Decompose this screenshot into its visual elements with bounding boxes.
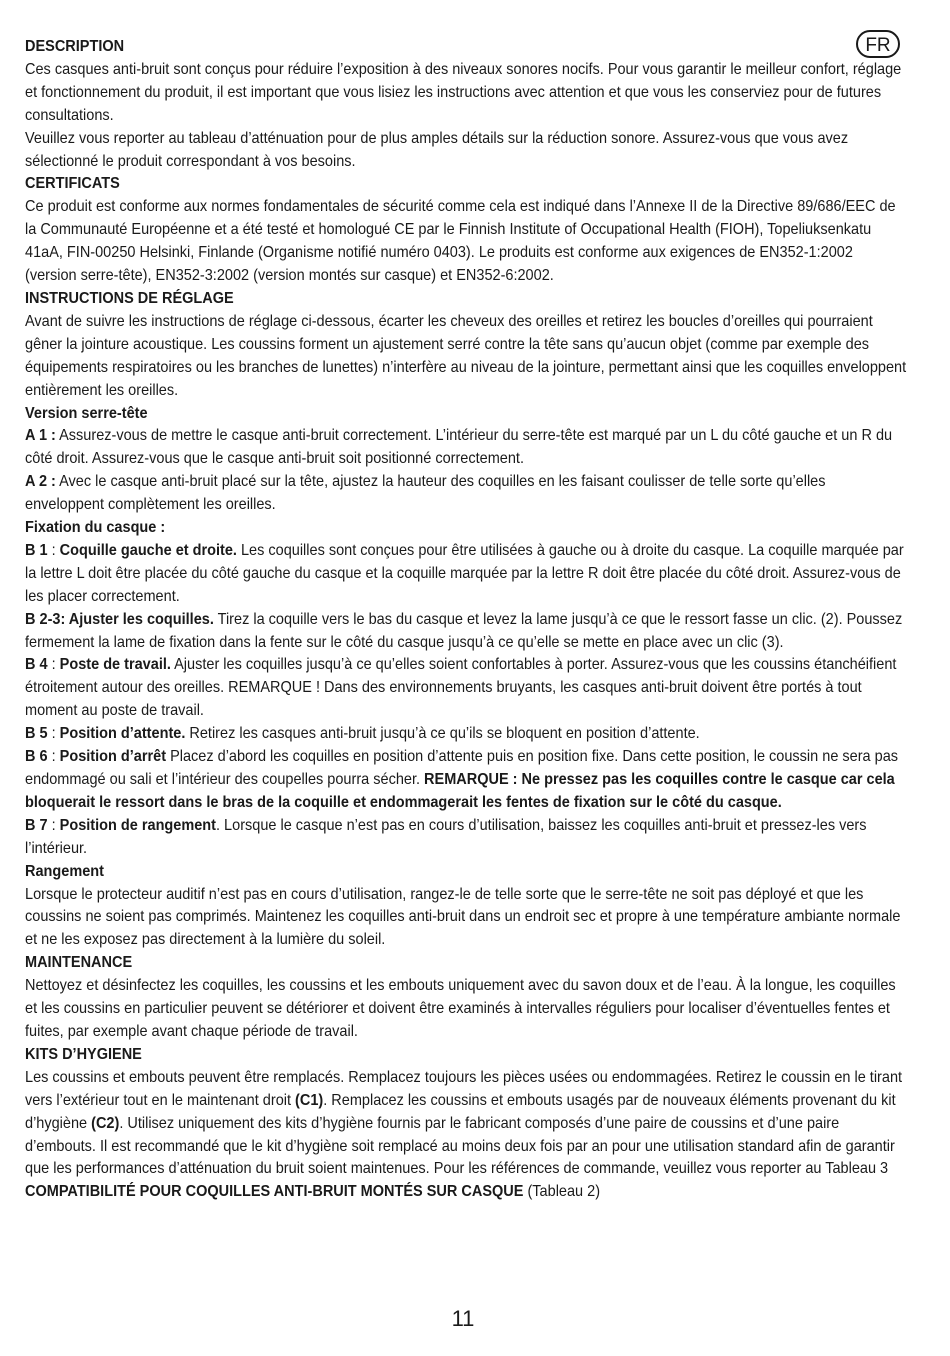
step-separator: : — [47, 541, 60, 559]
page-number: 11 — [451, 1306, 475, 1331]
paragraph: Ces casques anti-bruit sont conçus pour réduire l’exposition à des niveaux sonores nocifs. Pour vous garantir le meilleur confort, réglage et fonctionnement du produit, il est important que vous lisiez les instructions avec attention et que vous les conserviez pour de futures consultations. — [25, 60, 902, 124]
subheading-fixation-casque: Fixation du casque : — [25, 519, 166, 537]
instruction-b4 — [25, 654, 907, 723]
step-text: . Lorsque le casque n’est pas en cours d’utilisation, baissez les coquilles anti-bruit et pressez-les vers l’intérieur. — [25, 816, 867, 857]
step-text: Tirez la coquille vers le bas du casque et levez la lame jusqu’à ce que le ressort fasse un clic. (2). Poussez fermement la lame de fixation dans la fente sur le côté du casque jusqu’à ce qu’elle se mette en place avec un clic (3). — [25, 610, 903, 651]
step-text: Avec le casque anti-bruit placé sur la tête, ajustez la hauteur des coquilles en les faisant coulisser de telle sorte qu’elles enveloppent complètement les oreilles. — [25, 473, 826, 514]
warning-text: REMARQUE : Ne pressez pas les coquilles contre le casque car cela bloquerait le ressort dans le bras de la coquille et endommagerait les fentes de fixation sur le côté du casque. — [25, 771, 895, 811]
paragraph: Ce produit est conforme aux normes fondamentales de sécurité comme cela est indiqué dans l’Annexe II de la Directive 89/686/EEC de la Communauté Européenne et a été testé et homologué CE par le Finnish Institute of Occupational Health (FIOH), Topeliuksenkatu 41aA, FIN-00250 Helsinki, Finlande (Organisme notifié numéro 0403). Le produits est conforme aux exigences de EN352-1:2002 (version serre-tête), EN352-3:2002 (version montés sur casque) et EN352-6:2002. — [25, 198, 896, 285]
step-label: B 2-3: Ajuster les coquilles. — [25, 610, 214, 628]
step-separator: : — [47, 656, 60, 674]
step-label: A 2 : — [25, 473, 56, 491]
instruction-a1 — [25, 425, 907, 471]
paragraph: Avant de suivre les instructions de réglage ci-dessous, écarter les cheveux des oreilles et retirez les boucles d’oreilles qui pourraient gêner la jointure acoustique. Les coussins forment un ajustement serré contre la tête sans qu’aucun objet (comme par exemple des équipements respiratoires ou les branches de lunettes) n’interfère au niveau de la jointure, permettant ainsi que les coquilles enveloppent entièrement les oreilles. — [25, 312, 907, 399]
document-body — [25, 36, 907, 1204]
text-run: . Utilisez uniquement des kits d’hygiène fournis par le fabricant composés d’une paire de coussins et d’une paire d’embouts. Il est recommandé que le kit d’hygiène soit remplacé au moins deux fois par an pour une utilisation standard afin de garantir que les performances d’atténuation du bruit soient maintenues. Pour les références de commande, veuillez vous reporter au Tableau 3 — [25, 1114, 895, 1178]
step-title: Coquille gauche et droite. — [59, 541, 237, 559]
step-label: B 5 — [25, 725, 48, 743]
step-label: B 7 — [25, 816, 48, 834]
section-heading-maintenance: MAINTENANCE — [25, 954, 133, 972]
step-title: Position de rangement — [59, 816, 216, 834]
instruction-b1 — [25, 540, 907, 609]
step-text: Placez d’abord les coquilles en position d’attente puis en position fixe. Dans cette position, le coussin ne sera pas endommagé ou sali et l’intérieur des coupelles pourra sécher. — [25, 748, 899, 788]
section-heading-compatibilite: COMPATIBILITÉ POUR COQUILLES ANTI-BRUIT MONTÉS SUR CASQUE — [25, 1183, 524, 1201]
step-label: B 6 — [25, 748, 48, 766]
compatibility-heading — [25, 1181, 907, 1204]
paragraph — [25, 1067, 907, 1182]
section-heading-certificats: CERTIFICATS — [25, 175, 120, 193]
paragraph: Lorsque le protecteur auditif n’est pas en cours d’utilisation, rangez-le de telle sorte que le serre-tête ne soit pas déployé et que les coussins ne soient pas comprimés. Maintenez les coquilles anti-bruit dans un endroit sec et propre à une température ambiante normale et ne les exposez pas directement à la lumière du soleil. — [25, 885, 901, 949]
instruction-b7 — [25, 815, 907, 861]
figure-ref-c1: (C1) — [295, 1091, 324, 1109]
language-badge: FR — [856, 30, 900, 58]
step-title: Position d’attente. — [59, 725, 186, 743]
instruction-b5 — [25, 723, 907, 746]
step-separator: : — [47, 725, 60, 743]
step-label: B 1 — [25, 541, 48, 559]
step-text: Retirez les casques anti-bruit jusqu’à ce qu’ils se bloquent en position d’attente. — [185, 725, 700, 743]
step-text: Les coquilles sont conçues pour être utilisées à gauche ou à droite du casque. La coquille marquée par la lettre L doit être placée du côté gauche du casque et la coquille marquée par la lettre R doit être placée du côté droit. Assurez-vous de les placer correctement. — [25, 541, 904, 605]
step-title: Poste de travail. — [59, 656, 171, 674]
step-text: Assurez-vous de mettre le casque anti-bruit correctement. L’intérieur du serre-tête est marqué par un L du côté gauche et un R du côté droit. Assurez-vous que le casque anti-bruit soit positionné correctement. — [25, 427, 893, 468]
instruction-b6 — [25, 746, 907, 815]
paragraph: Veuillez vous reporter au tableau d’atténuation pour de plus amples détails sur la réduction sonore. Assurez-vous que vous avez sélectionné le produit correspondant à vos besoins. — [25, 129, 849, 170]
section-heading-description: DESCRIPTION — [25, 38, 125, 55]
step-separator: : — [47, 748, 60, 766]
figure-ref-c2: (C2) — [91, 1114, 120, 1132]
table-ref: (Tableau 2) — [523, 1183, 601, 1201]
step-title: Position d’arrêt — [59, 748, 167, 766]
section-heading-reglage: INSTRUCTIONS DE RÉGLAGE — [25, 289, 234, 307]
step-separator: : — [47, 816, 60, 834]
instruction-b2-3 — [25, 609, 907, 655]
step-label: B 4 — [25, 656, 48, 674]
subheading-rangement: Rangement — [25, 862, 104, 880]
step-text: Ajuster les coquilles jusqu’à ce qu’elles soient confortables à porter. Assurez-vous que les coussins étanchéifient étroitement autour des oreilles. REMARQUE ! Dans des environnements bruyants, les casques anti-bruit doivent être portés à tout moment au poste de travail. — [25, 656, 897, 720]
section-heading-kits-hygiene: KITS D’HYGIENE — [25, 1045, 142, 1063]
step-label: A 1 : — [25, 427, 56, 445]
paragraph: Nettoyez et désinfectez les coquilles, les coussins et les embouts uniquement avec du savon doux et de l’eau. À la longue, les coquilles et les coussins en particulier peuvent se détériorer et doivent être examinés à intervalles réguliers pour localiser d’éventuelles fentes et fuites, par exemple avant chaque période de travail. — [25, 977, 896, 1040]
instruction-a2 — [25, 471, 907, 517]
text-run: . Remplacez les coussins et embouts usagés par de nouveaux éléments provenant du kit d’hygiène — [25, 1091, 896, 1132]
text-run: Les coussins et embouts peuvent être remplacés. Remplacez toujours les pièces usées ou endommagées. Retirez le coussin en le tirant vers l’extérieur tout en le maintenant droit — [25, 1068, 903, 1109]
subheading-version-serre-tete: Version serre-tête — [25, 404, 148, 422]
